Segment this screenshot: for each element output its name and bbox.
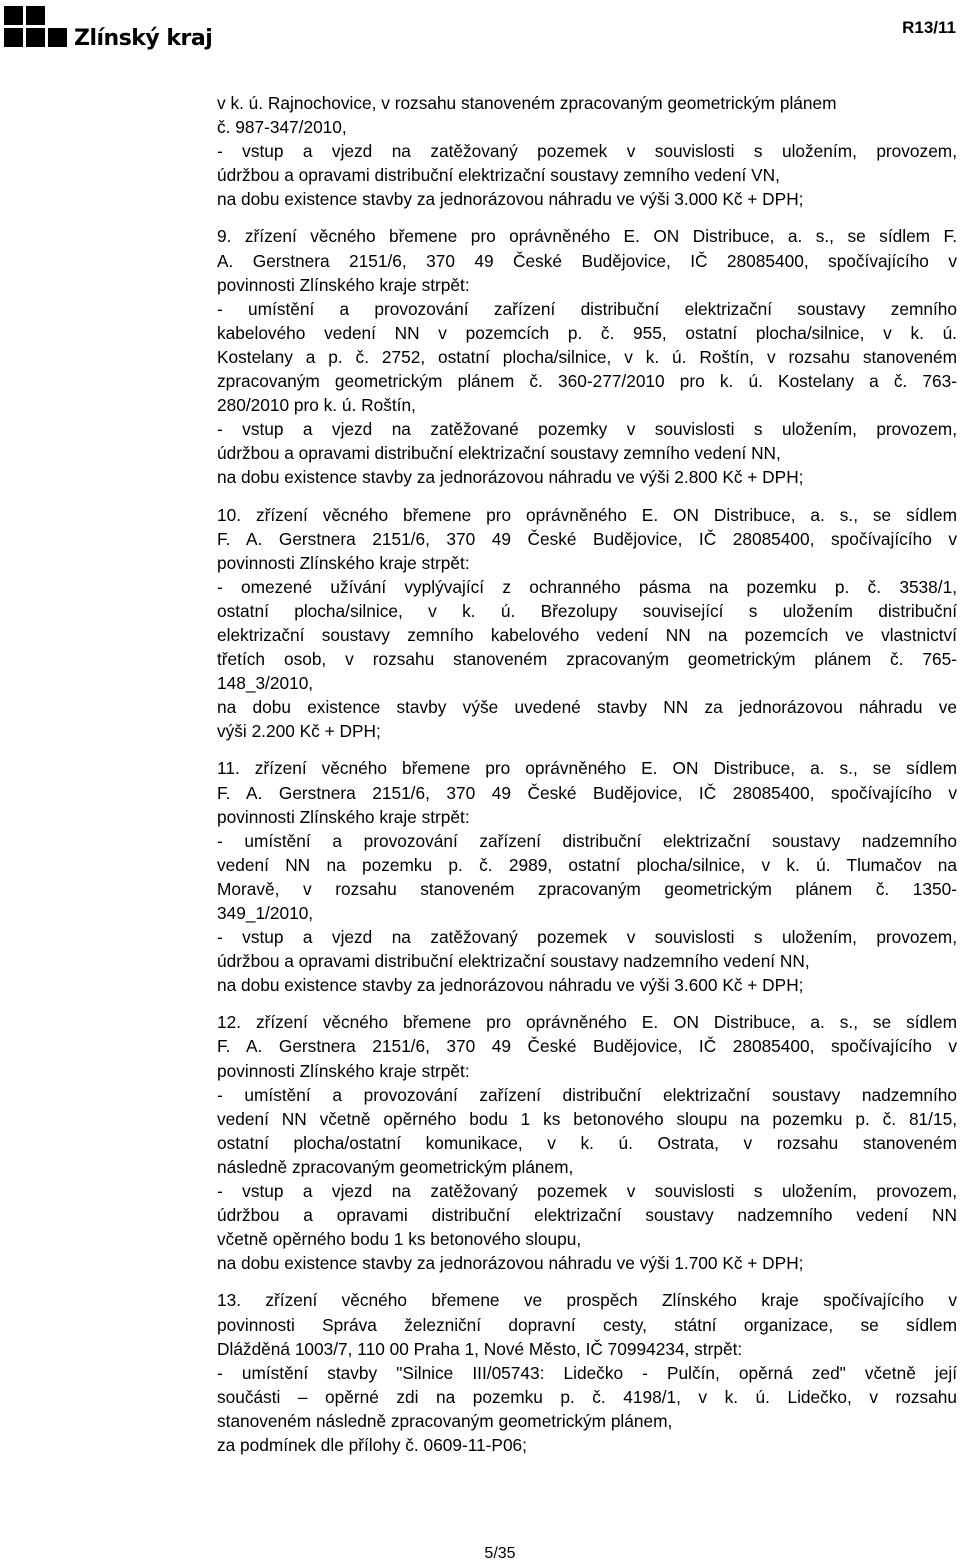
document-code: R13/11 — [902, 18, 956, 37]
text-line: vedení NN včetně opěrného bodu 1 ks betonového sloupu na pozemku p. č. 81/15, — [217, 1108, 957, 1129]
text-line: 9. zřízení věcného břemene pro oprávněného E. ON Distribuce, a. s., se sídlem F. — [217, 226, 957, 247]
text-line: A. Gerstnera 2151/6, 370 49 České Budějovice, IČ 28085400, spočívajícího v — [217, 250, 957, 271]
text-line: na dobu existence stavby výše uvedené stavby NN za jednorázovou náhradu ve — [217, 697, 957, 718]
text-line: součásti – opěrné zdi na pozemku p. č. 4198/1, v k. ú. Lidečko, v rozsahu — [217, 1386, 957, 1407]
text-line: třetích osob, v rozsahu stanoveném zpracovaným geometrickým plánem č. 765- — [217, 649, 957, 670]
text-line: v k. ú. Rajnochovice, v rozsahu stanoveném zpracovaným geometrickým plánem — [217, 93, 837, 113]
text-line: - vstup a vjezd na zatěžovaný pozemek v souvislosti s uložením, provozem, — [217, 927, 957, 948]
text-line: povinnosti Zlínského kraje strpět: — [217, 552, 470, 573]
text-line: F. A. Gerstnera 2151/6, 370 49 České Budějovice, IČ 28085400, spočívajícího v — [217, 782, 957, 803]
text-line: - umístění a provozování zařízení distribuční elektrizační soustavy nadzemního — [217, 830, 957, 851]
text-line: včetně opěrného bodu 1 ks betonového sloupu, — [217, 1229, 582, 1250]
text-line: F. A. Gerstnera 2151/6, 370 49 České Budějovice, IČ 28085400, spočívajícího v — [217, 528, 957, 549]
text-line: - vstup a vjezd na zatěžovaný pozemek v souvislosti s uložením, provozem, — [217, 141, 957, 162]
text-line: výši 2.200 Kč + DPH; — [217, 721, 381, 742]
paragraph-gap — [217, 211, 957, 224]
paragraph-gap — [217, 743, 957, 756]
text-line: za podmínek dle přílohy č. 0609-11-P06; — [217, 1434, 527, 1455]
text-line: na dobu existence stavby za jednorázovou náhradu ve výši 3.000 Kč + DPH; — [217, 189, 804, 210]
logo-square — [26, 28, 45, 47]
zlinsky-kraj-logo — [4, 6, 213, 56]
text-line: elektrizační soustavy zemního kabelového vedení NN na pozemcích ve vlastnictví — [217, 624, 957, 645]
text-line: - umístění a provozování zařízení distribuční elektrizační soustavy zemního — [217, 298, 957, 319]
paragraph-gap — [217, 997, 957, 1010]
page-footer — [0, 1545, 960, 1563]
logo-square — [4, 6, 23, 25]
page-header — [0, 0, 960, 60]
text-line: 11. zřízení věcného břemene pro oprávněného E. ON Distribuce, a. s., se sídlem — [217, 758, 957, 779]
text-line: stanoveném následně zpracovaným geometrickým plánem, — [217, 1410, 673, 1431]
text-line: Dlážděná 1003/7, 110 00 Praha 1, Nové Město, IČ 70994234, strpět: — [217, 1338, 743, 1359]
text-line: 148_3/2010, — [217, 673, 314, 694]
text-line: - vstup a vjezd na zatěžované pozemky v souvislosti s uložením, provozem, — [217, 419, 957, 440]
paragraph-gap — [217, 1275, 957, 1288]
text-line: údržbou a opravami distribuční elektrizační soustavy zemního vedení NN, — [217, 443, 781, 464]
logo-square — [26, 6, 45, 25]
text-line: 280/2010 pro k. ú. Roštín, — [217, 395, 416, 416]
text-line: Moravě, v rozsahu stanoveném zpracovaným geometrickým plánem č. 1350- — [217, 878, 957, 899]
page-number: 5/35 — [484, 1545, 516, 1562]
text-line: - umístění a provozování zařízení distribuční elektrizační soustavy nadzemního — [217, 1084, 957, 1105]
logo-square — [4, 28, 23, 47]
text-line: následně zpracovaným geometrickým plánem, — [217, 1156, 574, 1177]
text-line: údržbou a opravami distribuční elektrizační soustavy nadzemního vedení NN, — [217, 951, 810, 972]
text-line: - omezené užívání vyplývající z ochranného pásma na pozemku p. č. 3538/1, — [217, 576, 957, 597]
text-line: údržbou a opravami distribuční elektrizační soustavy zemního vedení VN, — [217, 165, 780, 186]
text-line: F. A. Gerstnera 2151/6, 370 49 České Budějovice, IČ 28085400, spočívajícího v — [217, 1036, 957, 1057]
text-line: - umístění stavby "Silnice III/05743: Lidečko - Pulčín, opěrná zed" včetně její — [217, 1362, 957, 1383]
text-line: č. 987-347/2010, — [217, 117, 347, 138]
text-line: 349_1/2010, — [217, 903, 314, 923]
text-line: 12. zřízení věcného břemene pro oprávněného E. ON Distribuce, a. s., se sídlem — [217, 1012, 957, 1033]
paragraph-gap — [217, 490, 957, 503]
text-line: 10. zřízení věcného břemene pro oprávněného E. ON Distribuce, a. s., se sídlem — [217, 504, 957, 525]
text-line: ostatní plocha/silnice, v k. ú. Březolupy související s uložením distribuční — [217, 600, 957, 621]
text-line: ostatní plocha/ostatní komunikace, v k. ú. Ostrata, v rozsahu stanoveném — [217, 1132, 957, 1153]
text-line: povinnosti Zlínského kraje strpět: — [217, 806, 470, 827]
text-line: zpracovaným geometrickým plánem č. 360-277/2010 pro k. ú. Kostelany a č. 763- — [217, 371, 957, 392]
text-line: 13. zřízení věcného břemene ve prospěch Zlínského kraje spočívajícího v — [217, 1290, 957, 1311]
logo-text: Zlínský kraj — [74, 26, 213, 51]
text-line: povinnosti Zlínského kraje strpět: — [217, 1060, 470, 1081]
text-line: kabelového vedení NN v pozemcích p. č. 955, ostatní plocha/silnice, v k. ú. — [217, 322, 957, 343]
text-line: - vstup a vjezd na zatěžovaný pozemek v souvislosti s uložením, provozem, — [217, 1181, 957, 1202]
text-line: na dobu existence stavby za jednorázovou náhradu ve výši 1.700 Kč + DPH; — [217, 1253, 804, 1274]
text-line: povinnosti Správa železniční dopravní cesty, státní organizace, se sídlem — [217, 1314, 957, 1335]
document-body — [217, 91, 957, 1457]
text-line: vedení NN na pozemku p. č. 2989, ostatní plocha/silnice, v k. ú. Tlumačov na — [217, 854, 957, 875]
text-line: povinnosti Zlínského kraje strpět: — [217, 274, 470, 295]
text-line: Kostelany a p. č. 2752, ostatní plocha/silnice, v k. ú. Roštín, v rozsahu stanoveném — [217, 346, 957, 367]
text-line: na dobu existence stavby za jednorázovou náhradu ve výši 3.600 Kč + DPH; — [217, 975, 804, 996]
text-line: údržbou a opravami distribuční elektrizační soustavy nadzemního vedení NN — [217, 1205, 957, 1226]
logo-square — [48, 28, 67, 47]
text-line: na dobu existence stavby za jednorázovou náhradu ve výši 2.800 Kč + DPH; — [217, 467, 804, 488]
